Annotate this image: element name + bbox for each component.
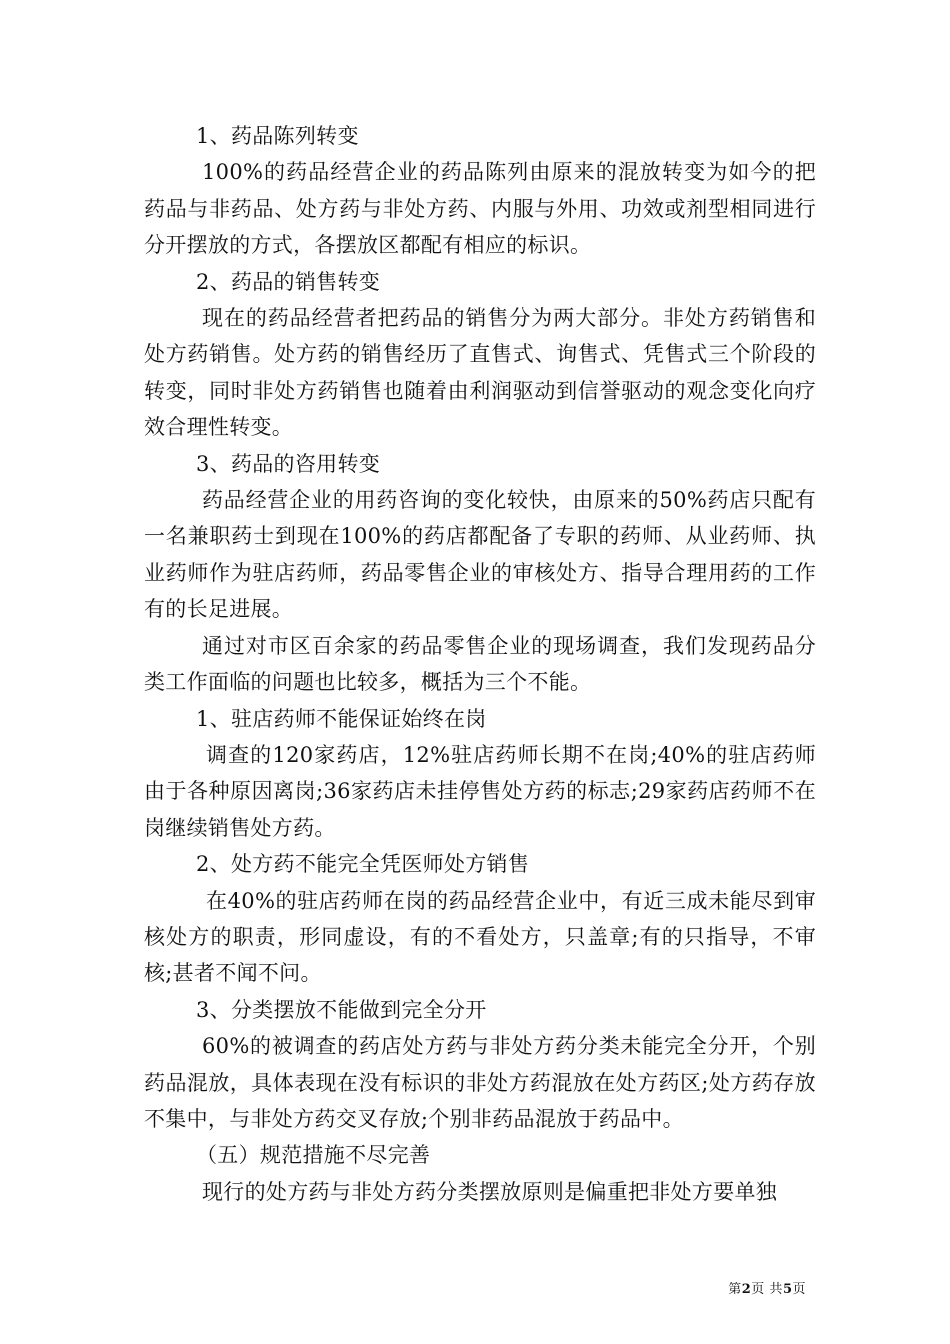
section-heading: 3、药品的咨用转变	[196, 451, 381, 476]
body-paragraph: 现在的药品经营者把药品的销售分为两大部分。非处方药销售和处方药销售。处方药的销售经历了直售式、询售式、凭售式三个阶段的转变，同时非处方药销售也随着由利润驱动到信誉驱动的观念变化向疗效合理性转变。	[144, 306, 816, 440]
body-paragraph: 药品经营企业的用药咨询的变化较快，由原来的50%药店只配有一名兼职药士到现在100%的药店都配备了专职的药师、从业药师、执业药师作为驻店药师，药品零售企业的审核处方、指导合理用药的工作有的长足进展。	[144, 488, 816, 622]
body-paragraph: 通过对市区百余家的药品零售企业的现场调查，我们发现药品分类工作面临的问题也比较多，概括为三个不能。	[144, 633, 816, 695]
section-heading: 2、药品的销售转变	[196, 269, 381, 294]
document-body	[144, 118, 816, 1210]
footer-suffix: 页	[792, 1282, 806, 1297]
total-page-number: 5	[782, 1282, 793, 1297]
page-number-footer	[728, 1278, 806, 1297]
section-heading: 1、驻店药师不能保证始终在岗	[196, 706, 487, 731]
footer-middle: 页 共	[751, 1282, 783, 1297]
section-heading: 1、药品陈列转变	[196, 124, 359, 148]
section-heading: 2、处方药不能完全凭医师处方销售	[196, 852, 530, 877]
section-heading: （五）规范措施不尽完善	[196, 1143, 431, 1168]
current-page-number: 2	[741, 1282, 752, 1297]
section-heading: 3、分类摆放不能做到完全分开	[196, 997, 487, 1022]
body-paragraph: 现行的处方药与非处方药分类摆放原则是偏重把非处方要单独	[202, 1179, 778, 1204]
footer-prefix: 第	[728, 1282, 742, 1297]
body-paragraph: 在40%的驻店药师在岗的药品经营企业中，有近三成未能尽到审核处方的职责，形同虚设，有的不看处方，只盖章;有的只指导，不审核;甚者不闻不问。	[144, 888, 816, 986]
body-paragraph: 调查的120家药店，12%驻店药师长期不在岗;40%的驻店药师由于各种原因离岗;36家药店未挂停售处方药的标志;29家药店药师不在岗继续销售处方药。	[144, 742, 816, 840]
body-paragraph: 100%的药品经营企业的药品陈列由原来的混放转变为如今的把药品与非药品、处方药与非处方药、内服与外用、功效或剂型相同进行分开摆放的方式，各摆放区都配有相应的标识。	[144, 160, 816, 258]
body-paragraph: 60%的被调查的药店处方药与非处方药分类未能完全分开，个别药品混放，具体表现在没有标识的非处方药混放在处方药区;处方药存放不集中，与非处方药交叉存放;个别非药品混放于药品中。	[144, 1034, 816, 1131]
